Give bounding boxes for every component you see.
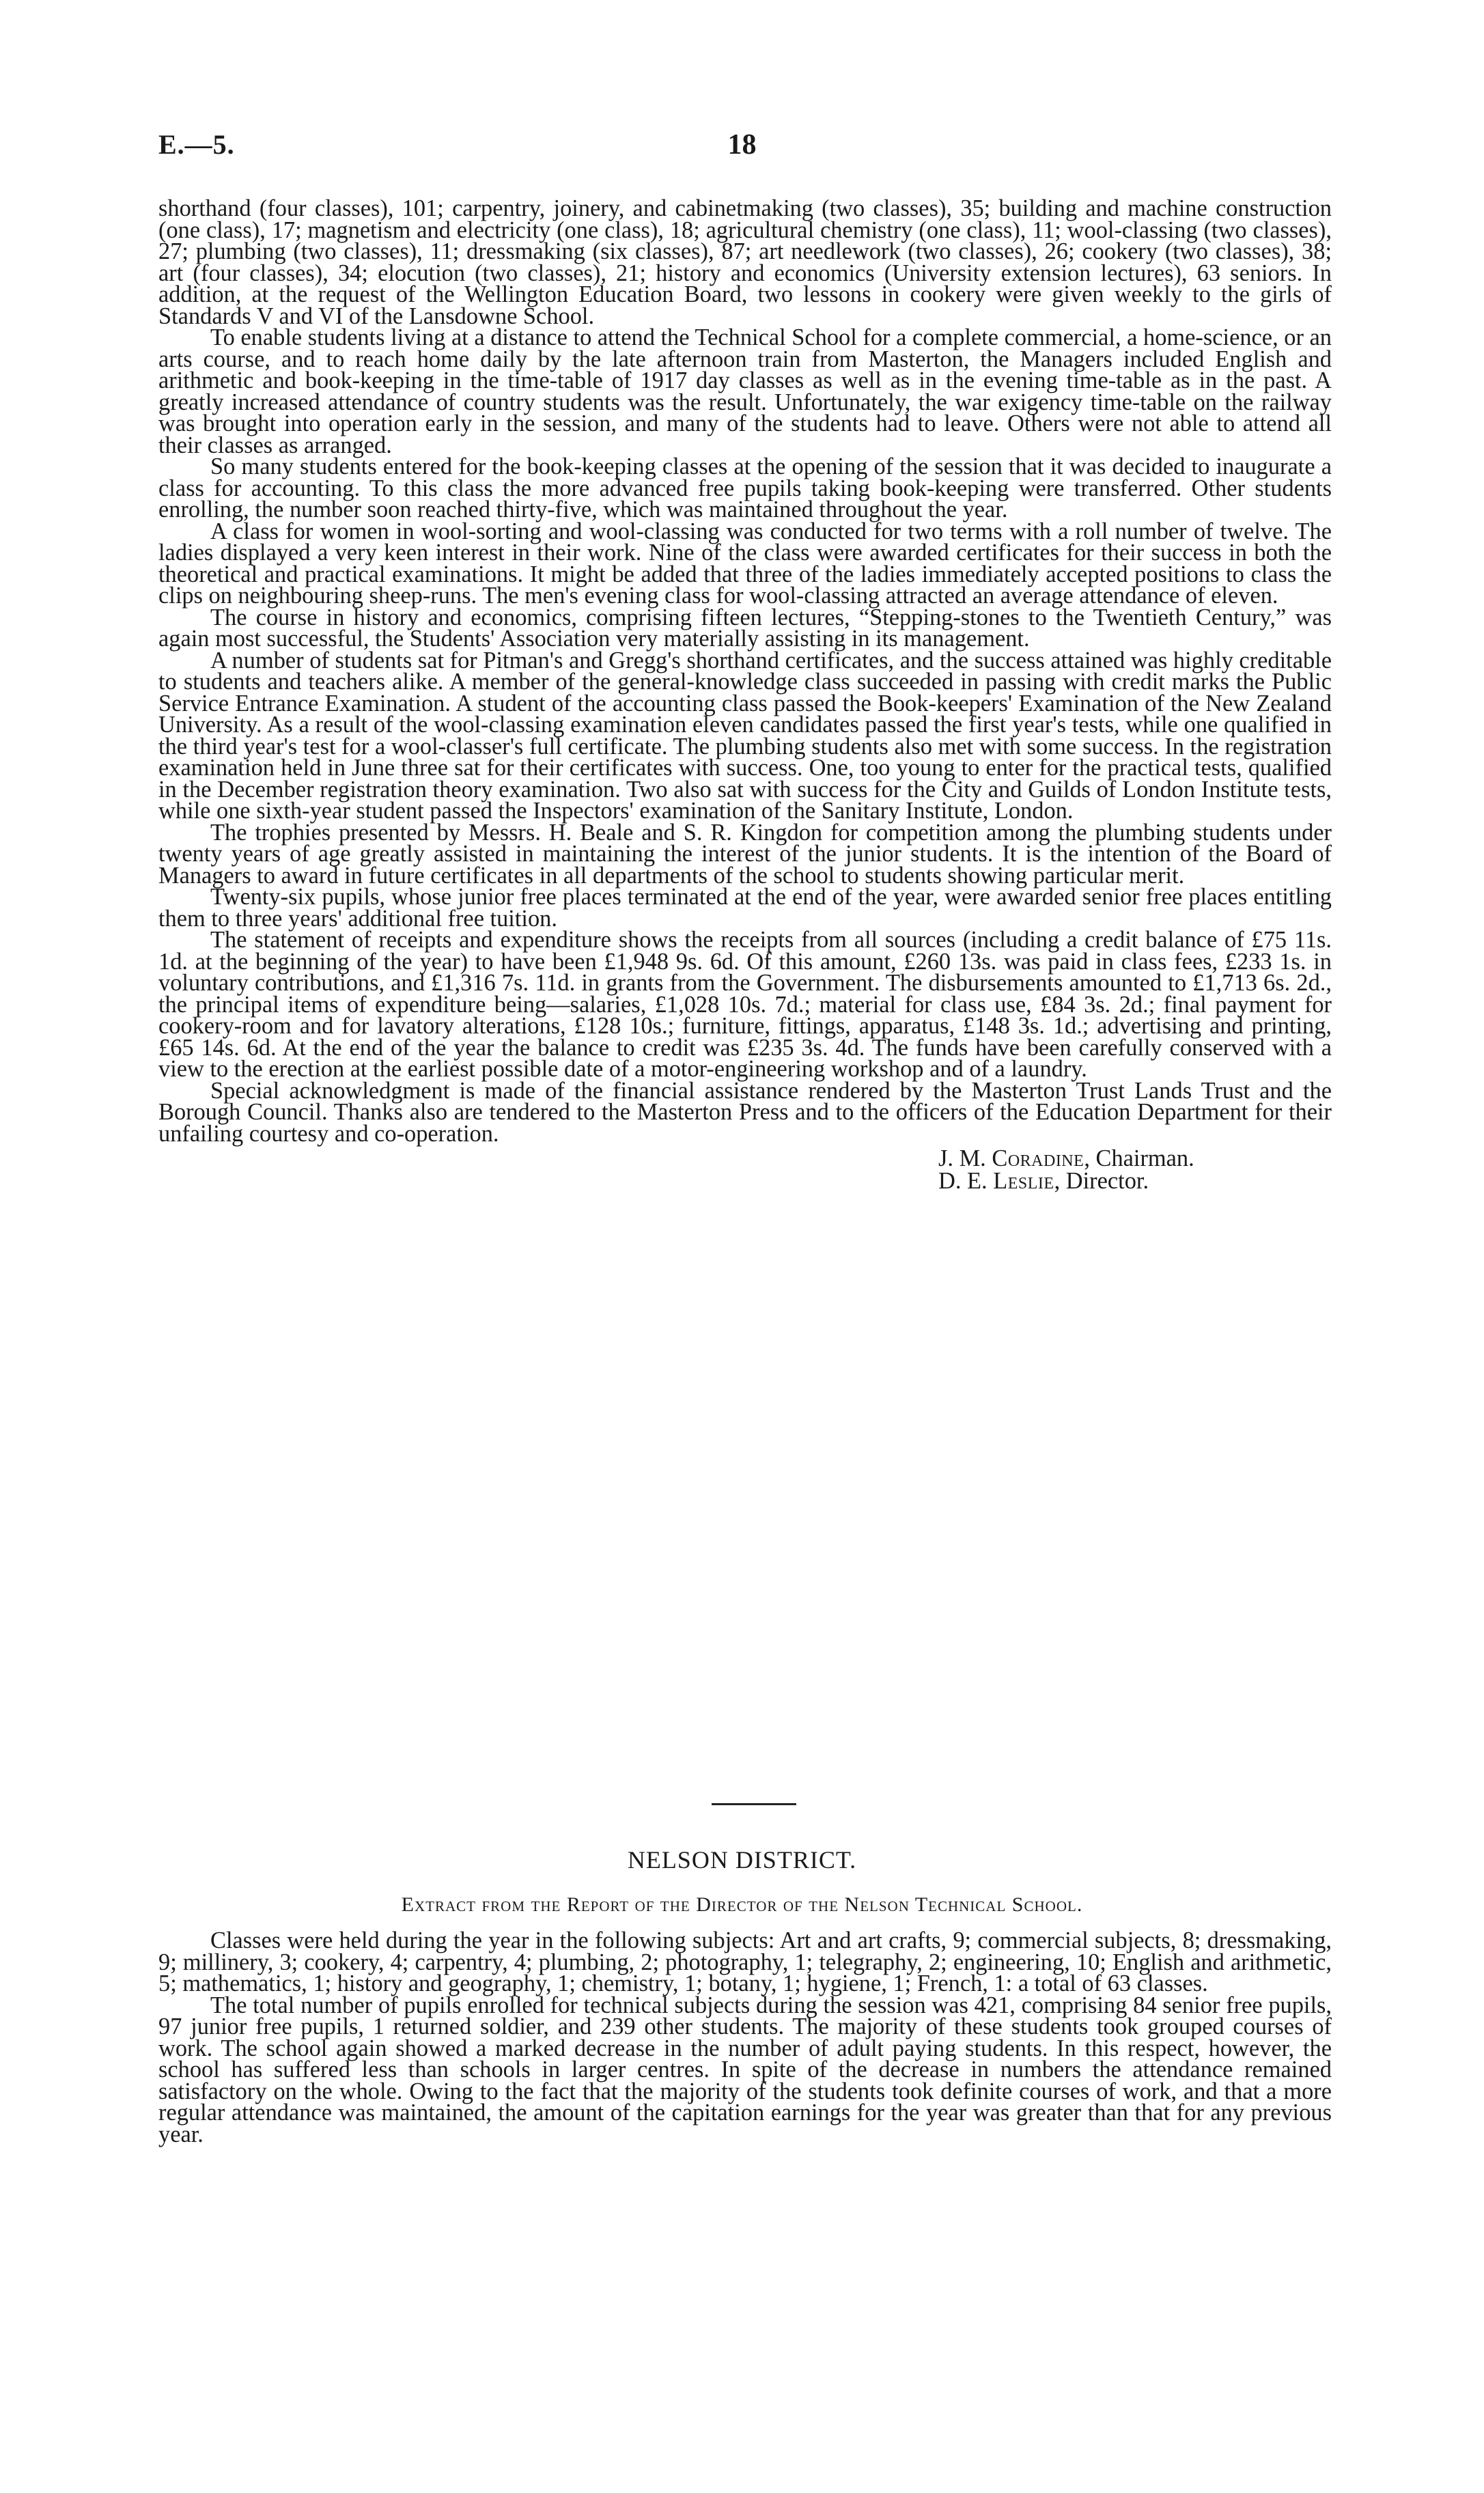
signature-block [938,1147,1348,1193]
signature-title: , Director. [1054,1168,1149,1194]
signature-title: , Chairman. [1084,1145,1194,1171]
section-divider [712,1803,796,1805]
paragraph: shorthand (four classes), 101; carpentry, joinery, and cabinetmaking (two classes), 35; building and machine construction (one class), 17; magnetism and electricity (one class), 18; agricultural chemistry (one class), 11; wool-classing (two classes), 27; plumbing (two classes), 11; dressmaking (six classes), 87; art needlework (two classes), 26; cookery (two classes), 38; art (four classes), 34; elocution (two classes), 21; history and economics (University extension lectures), 63 seniors. In addition, at the request of the Wellington Education Board, two lessons in cookery were given weekly to the girls of Standards V and VI of the Lansdowne School. [158,195,1332,329]
paragraph: A number of students sat for Pitman's and Gregg's shorthand certificates, and the success attained was highly creditable to students and teachers alike. A member of the general-knowledge class succeeded in passing with credit marks the Public Service Entrance Examination. A student of the accounting class passed the Book-keepers' Examination of the New Zealand University. As a result of the wool-classing examination eleven candidates passed the first year's tests, while one qualified in the third year's test for a wool-classer's full certificate. The plumbing students also met with some success. In the registration examination held in June three sat for their certificates with success. One, too young to enter for the practical tests, qualified in the December registration theory examination. Two also sat with success for the City and Guilds of London Institute tests, while one sixth-year student passed the Inspectors' examination of the Sanitary Institute, London. [158,647,1332,824]
paragraph: To enable students living at a distance to attend the Technical School for a complete commercial, a home-science, or an arts course, and to reach home daily by the late afternoon train from Masterton, the Managers included English and arithmetic and book-keeping in the time-table of 1917 day classes as well as in the evening time-table as in the past. A greatly increased attendance of country students was the result. Unfortunately, the war exigency time-table on the railway was brought into operation early in the session, and many of the students had to leave. Others were not able to attend all their classes as arranged. [158,324,1332,458]
paragraph: Twenty-six pupils, whose junior free places terminated at the end of the year, were awarded senior free places entitling them to three years' additional free tuition. [158,884,1332,932]
signature-director [938,1170,1348,1193]
signature-name: Leslie [993,1168,1054,1194]
paragraph: The trophies presented by Messrs. H. Beale and S. R. Kingdon for competition among the plumbing students under twenty years of age greatly assisted in maintaining the interest of the junior students. It is the intention of the Board of Managers to award in future certificates in all departments of the school to students showing particular merit. [158,819,1332,889]
section-subtitle: Extract from the Report of the Director of the Nelson Technical School. [401,1893,1083,1916]
paragraph: The total number of pupils enrolled for technical subjects during the session was 421, comprising 84 senior free pupils, 97 junior free pupils, 1 returned soldier, and 239 other students. The majority of these students took grouped courses of work. The school again showed a marked decrease in the number of adult paying students. In this respect, however, the school has suffered less than schools in larger centres. In spite of the decrease in numbers the attendance remained satisfactory on the whole. Owing to the fact that the majority of the students took definite courses of work, and that a more regular attendance was maintained, the amount of the capitation earnings for the year was greater than that for any previous year. [158,1992,1332,2147]
signature-chairman [938,1147,1348,1170]
signature-initials: D. E. [938,1168,988,1194]
signature-name: Coradine [992,1145,1084,1171]
masterton-report-body [158,195,1332,1147]
paragraph: The course in history and economics, comprising fifteen lectures, “Stepping-stones to the Twentieth Century,” was again most successful, the Students' Association very materially assisting in its management. [158,604,1332,652]
page-number: 18 [727,129,757,161]
page-header [158,128,1326,176]
paragraph: Special acknowledgment is made of the financial assistance rendered by the Masterton Trust Lands Trust and the Borough Council. Thanks also are tendered to the Masterton Press and to the officers of the Education Department for their unfailing courtesy and co-operation. [158,1077,1332,1147]
section-title: NELSON DISTRICT. [627,1846,857,1874]
paragraph: The statement of receipts and expenditure shows the receipts from all sources (including a credit balance of £75 11s. 1d. at the beginning of the year) to have been £1,948 9s. 6d. Of this amount, £260 13s. was paid in class fees, £233 1s. in voluntary contributions, and £1,316 7s. 11d. in grants from the Government. The disbursements amounted to £1,713 6s. 2d., the principal items of expenditure being—salaries, £1,028 10s. 7d.; material for class use, £84 3s. 2d.; final payment for cookery-room and for lavatory alterations, £128 10s.; furniture, fittings, apparatus, £148 3s. 1d.; advertising and printing, £65 14s. 6d. At the end of the year the balance to credit was £235 3s. 4d. The funds have been carefully conserved with a view to the erection at the earliest possible date of a motor-engineering workshop and of a laundry. [158,927,1332,1082]
document-reference: E.—5. [158,129,235,160]
paragraph: Classes were held during the year in the following subjects: Art and art crafts, 9; commercial subjects, 8; dressmaking, 9; millinery, 3; cookery, 4; carpentry, 4; plumbing, 2; photography, 1; telegraphy, 2; engineering, 10; English and arithmetic, 5; mathematics, 1; history and geography, 1; chemistry, 1; botany, 1; hygiene, 1; French, 1: a total of 63 classes. [158,1927,1332,1996]
paragraph: A class for women in wool-sorting and wool-classing was conducted for two terms with a roll number of twelve. The ladies displayed a very keen interest in their work. Nine of the class were awarded certificates for their success in both the theoretical and practical examinations. It might be added that three of the ladies immediately accepted positions to class the clips on neighbouring sheep-runs. The men's evening class for wool-classing attracted an average attendance of eleven. [158,518,1332,609]
paragraph: So many students entered for the book-keeping classes at the opening of the session that it was decided to inaugurate a class for accounting. To this class the more advanced free pupils taking book-keeping were transferred. Other students enrolling, the number soon reached thirty-five, which was maintained throughout the year. [158,454,1332,523]
nelson-report-body [158,1927,1332,2147]
signature-initials: J. M. [938,1145,986,1171]
